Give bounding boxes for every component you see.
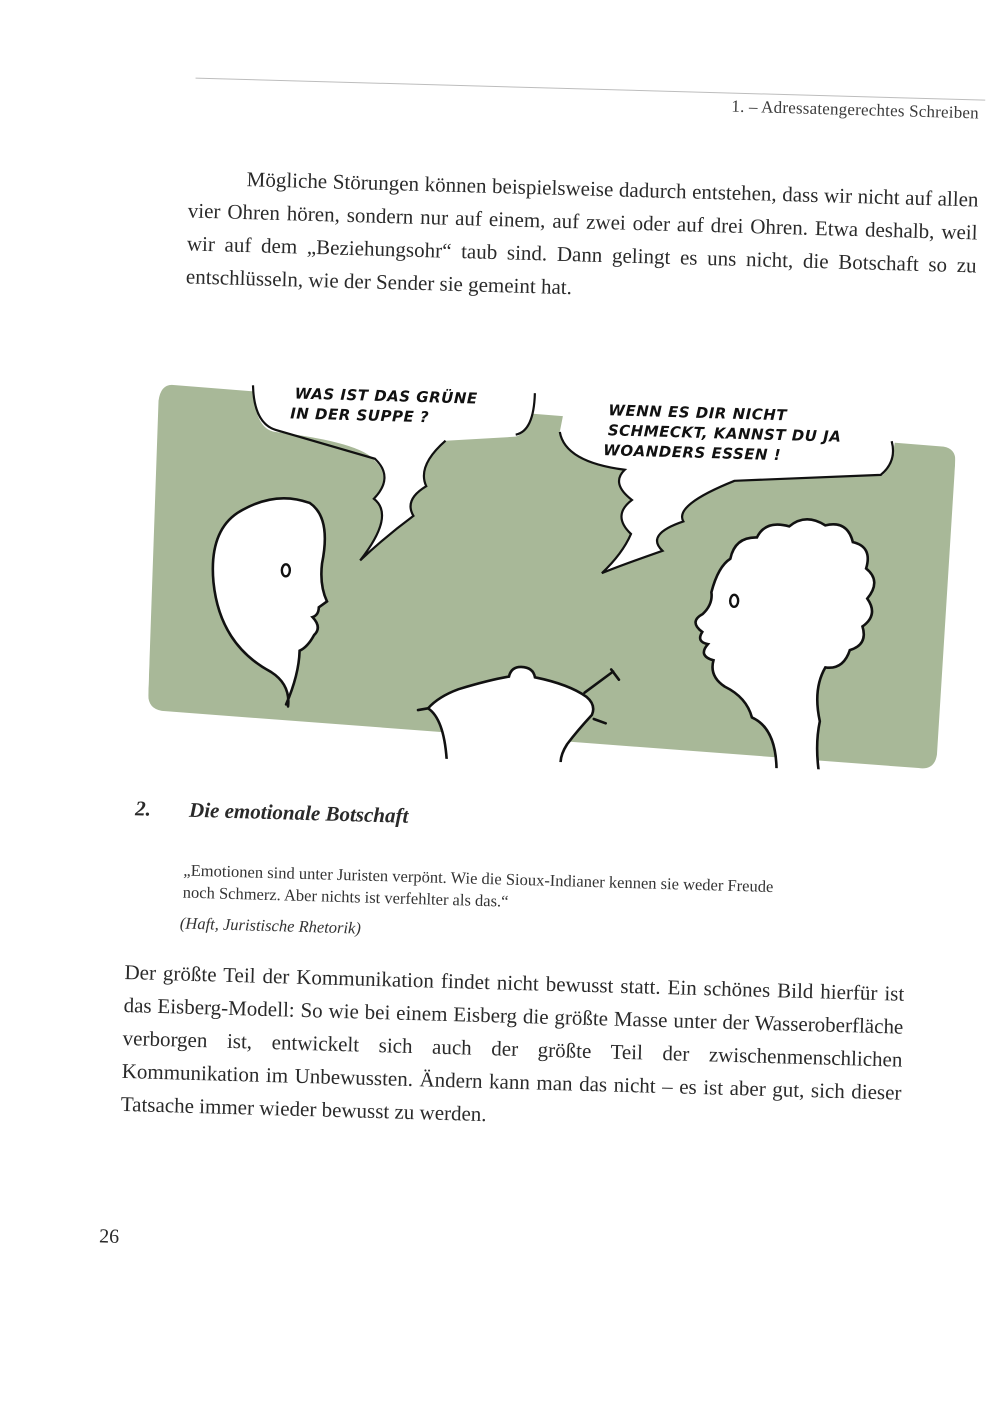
body-paragraph-2: Der größte Teil der Kommunikation findet nicht bewusst statt. Ein schönes Bild hierfür ist das Eisberg-Modell: So wie bei einem Eisberg die größte Masse unter der Wasseroberfläche verborgen ist, entwickelt sich auch der größte Teil der zwischenmenschlichen Kommunikation im Unbewussten. Ändern kann man das nicht – es ist aber gut, sich dieser Tatsache immer wieder bewusst zu werden.	[120, 959, 905, 1127]
running-head: 1. – Adressatengerechtes Schreiben	[731, 96, 980, 123]
left-bubble-line-1: WAS IST DAS GRÜNE	[294, 384, 478, 408]
right-bubble-line-3: WOANDERS ESSEN !	[603, 441, 782, 465]
epigraph-quote: „Emotionen sind unter Juristen verpönt. Wie die Sioux-Indianer kennen sie weder Freude noch Schmerz. Aber nichts ist verfehlter als das.“	[182, 860, 774, 911]
right-bubble-line-1: WENN ES DIR NICHT	[608, 401, 788, 425]
left-person-eye	[282, 564, 290, 576]
right-person-eye	[730, 595, 738, 607]
section-number: 2.	[134, 796, 152, 821]
body-paragraph-1: Mögliche Störungen können beispielsweise dadurch entstehen, dass wir nicht auf allen vier Ohren hören, sondern nur auf einem, auf zwei oder auf drei Ohren. Etwa deshalb, weil wir auf dem „Beziehungsohr“ taub sind. Dann gelingt es uns nicht, die Botschaft so zu entschlüsseln, wie der Sender sie gemeint hat.	[185, 167, 979, 300]
left-bubble-line-2: IN DER SUPPE ?	[289, 404, 430, 427]
right-bubble-line-2: SCHMECKT, KANNST DU JA	[607, 421, 842, 446]
epigraph-source: (Haft, Juristische Rhetorik)	[179, 913, 362, 938]
cartoon-illustration	[147, 381, 957, 773]
page-number: 26	[98, 1225, 120, 1248]
section-title: Die emotionale Botschaft	[188, 797, 409, 828]
header-rule	[196, 78, 986, 101]
